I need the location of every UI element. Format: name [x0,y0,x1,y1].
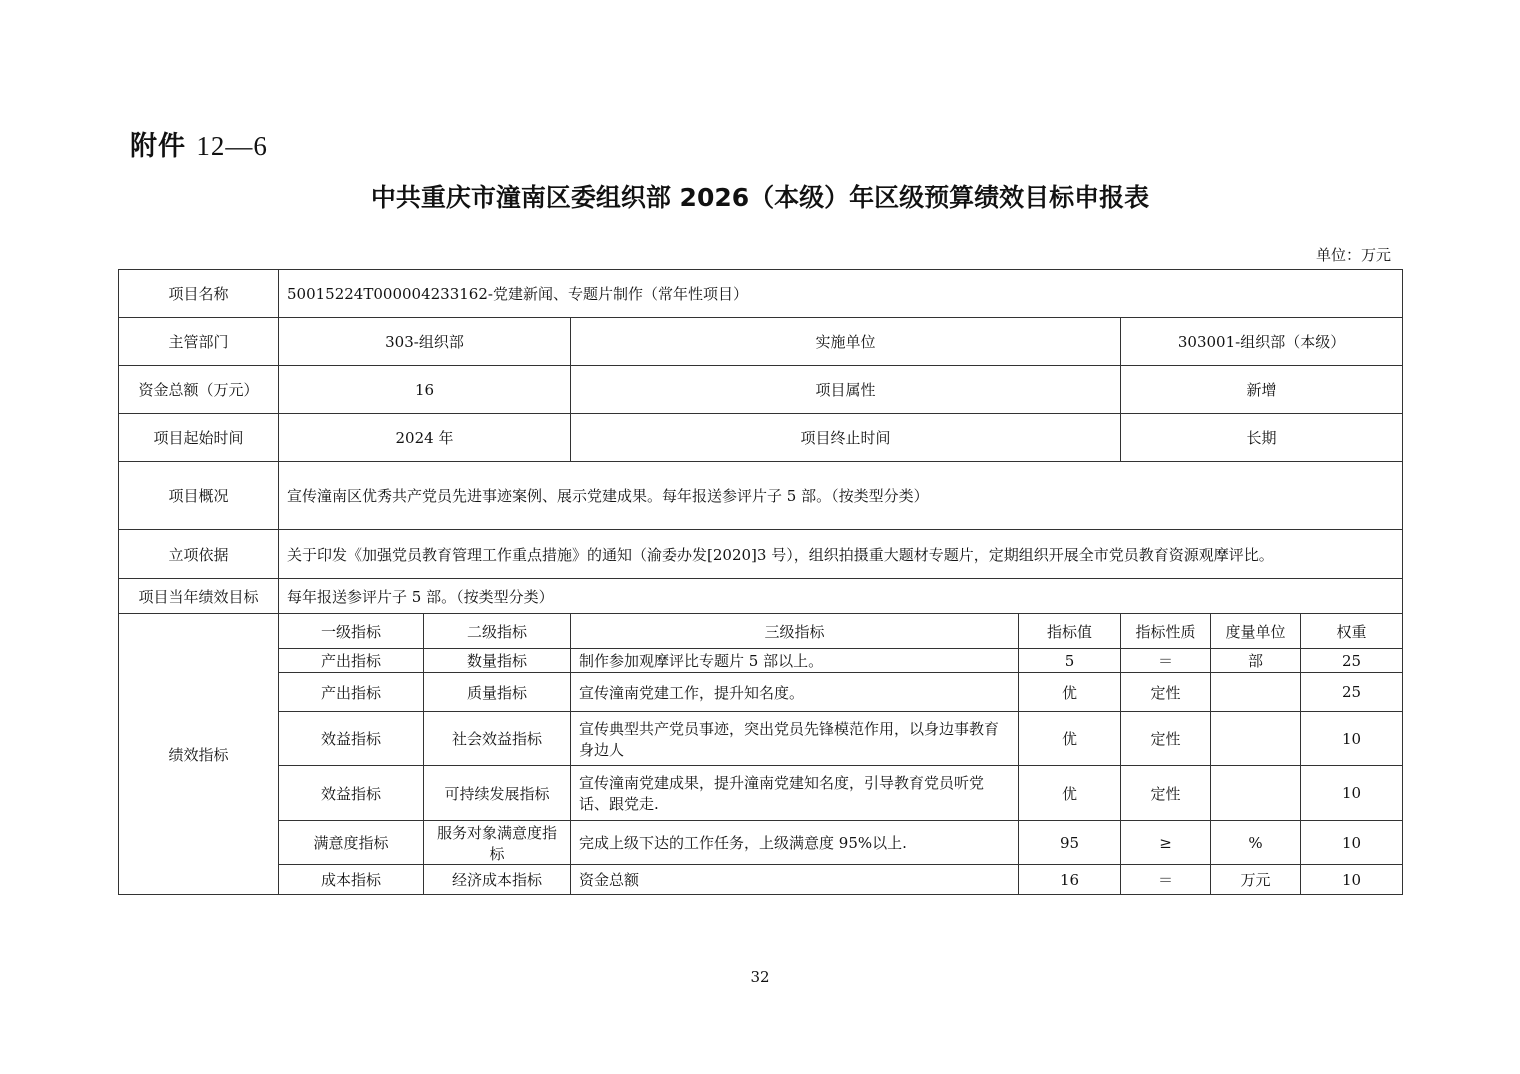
project-name-value: 50015224T000004233162-党建新闻、专题片制作（常年性项目） [279,270,1403,318]
annex-label-text: 附件 [130,131,186,162]
level1-cell: 成本指标 [279,865,424,895]
value-cell: 优 [1019,673,1121,712]
level3-cell: 宣传潼南党建成果，提升潼南党建知名度，引导教育党员听党话、跟党走. [571,766,1019,821]
annex-number: 12—6 [196,131,268,161]
value-cell: 95 [1019,821,1121,865]
impl-value: 303001-组织部（本级） [1121,318,1403,366]
fund-label: 资金总额（万元） [119,366,279,414]
header-level3: 三级指标 [571,614,1019,649]
end-value: 长期 [1121,414,1403,462]
level3-cell: 资金总额 [571,865,1019,895]
annex-label [130,124,268,163]
value-cell: 16 [1019,865,1121,895]
table-row [119,766,1403,821]
table-row [119,865,1403,895]
level2-cell: 经济成本指标 [424,865,571,895]
unit-cell: 万元 [1211,865,1301,895]
basis-value: 关于印发《加强党员教育管理工作重点措施》的通知（渝委办发[2020]3 号），组织拍摄重大题材专题片，定期组织开展全市党员教育资源观摩评比。 [279,530,1403,579]
nature-cell: ＝ [1121,649,1211,673]
weight-cell: 25 [1301,649,1403,673]
attr-label: 项目属性 [571,366,1121,414]
level2-cell: 可持续发展指标 [424,766,571,821]
header-value: 指标值 [1019,614,1121,649]
page-number: 32 [750,968,770,986]
budget-performance-table [118,269,1403,895]
unit-label: 单位：万元 [1315,246,1391,264]
level1-cell: 产出指标 [279,649,424,673]
value-cell: 优 [1019,766,1121,821]
level2-cell: 数量指标 [424,649,571,673]
nature-cell: ＝ [1121,865,1211,895]
weight-cell: 10 [1301,821,1403,865]
row-overview [119,462,1403,530]
header-unit: 度量单位 [1211,614,1301,649]
table-row [119,821,1403,865]
weight-cell: 10 [1301,865,1403,895]
unit-cell [1211,766,1301,821]
row-time [119,414,1403,462]
project-name-label: 项目名称 [119,270,279,318]
level3-cell: 完成上级下达的工作任务，上级满意度 95%以上. [571,821,1019,865]
nature-cell: 定性 [1121,712,1211,766]
overview-label: 项目概况 [119,462,279,530]
table-row [119,649,1403,673]
fund-value: 16 [279,366,571,414]
header-level1: 一级指标 [279,614,424,649]
goal-label: 项目当年绩效目标 [119,579,279,614]
row-project-name [119,270,1403,318]
overview-value: 宣传潼南区优秀共产党员先进事迹案例、展示党建成果。每年报送参评片子 5 部。（按类型分类） [279,462,1403,530]
end-label: 项目终止时间 [571,414,1121,462]
level3-cell: 宣传潼南党建工作，提升知名度。 [571,673,1019,712]
level2-cell: 服务对象满意度指标 [424,821,571,865]
impl-label: 实施单位 [571,318,1121,366]
indicator-header-row [119,614,1403,649]
row-goal [119,579,1403,614]
value-cell: 5 [1019,649,1121,673]
level1-cell: 效益指标 [279,712,424,766]
row-department [119,318,1403,366]
unit-cell: 部 [1211,649,1301,673]
nature-cell: 定性 [1121,673,1211,712]
table-row [119,673,1403,712]
start-label: 项目起始时间 [119,414,279,462]
goal-value: 每年报送参评片子 5 部。（按类型分类） [279,579,1403,614]
weight-cell: 10 [1301,712,1403,766]
perf-label: 绩效指标 [119,614,279,895]
weight-cell: 25 [1301,673,1403,712]
header-weight: 权重 [1301,614,1403,649]
level1-cell: 效益指标 [279,766,424,821]
weight-cell: 10 [1301,766,1403,821]
nature-cell: ≥ [1121,821,1211,865]
header-nature: 指标性质 [1121,614,1211,649]
level2-cell: 社会效益指标 [424,712,571,766]
table-row [119,712,1403,766]
level1-cell: 产出指标 [279,673,424,712]
attr-value: 新增 [1121,366,1403,414]
row-fund [119,366,1403,414]
basis-label: 立项依据 [119,530,279,579]
value-cell: 优 [1019,712,1121,766]
level2-cell: 质量指标 [424,673,571,712]
level3-cell: 宣传典型共产党员事迹，突出党员先锋模范作用，以身边事教育身边人 [571,712,1019,766]
page-title: 中共重庆市潼南区委组织部 2026（本级）年区级预算绩效目标申报表 [370,183,1150,212]
unit-cell [1211,712,1301,766]
level3-cell: 制作参加观摩评比专题片 5 部以上。 [571,649,1019,673]
unit-cell [1211,673,1301,712]
row-basis [119,530,1403,579]
level1-cell: 满意度指标 [279,821,424,865]
header-level2: 二级指标 [424,614,571,649]
dept-value: 303-组织部 [279,318,571,366]
dept-label: 主管部门 [119,318,279,366]
start-value: 2024 年 [279,414,571,462]
unit-cell: % [1211,821,1301,865]
nature-cell: 定性 [1121,766,1211,821]
